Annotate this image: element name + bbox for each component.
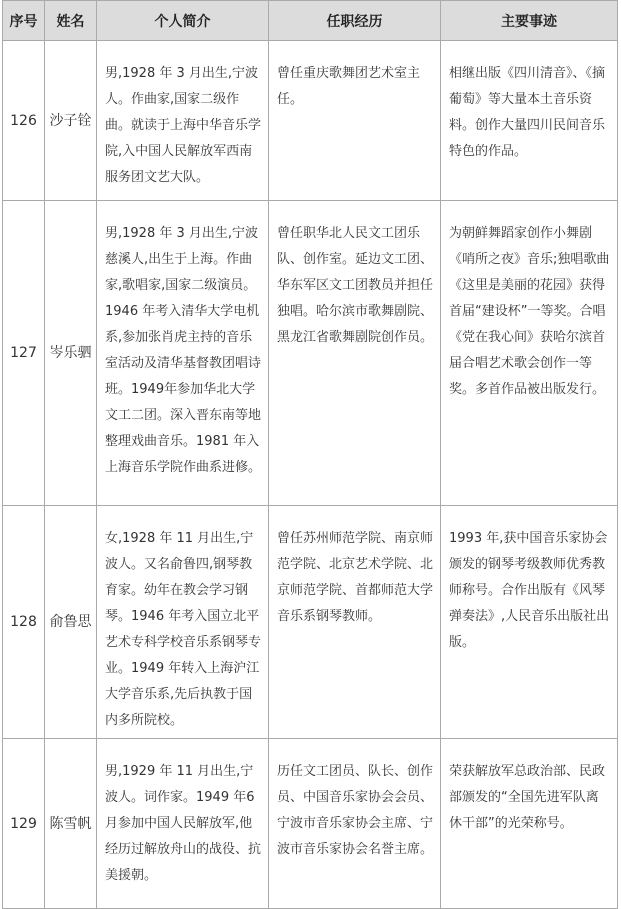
row-deeds: 荣获解放军总政治部、民政部颁发的“全国先进军队离休干部”的光荣称号。 [441,739,618,909]
row-name: 俞鲁思 [45,506,97,739]
row-deeds: 1993 年,获中国音乐家协会颁发的钢琴考级教师优秀教师称号。合作出版有《风琴弹奏法》,人民音乐出版社出版。 [441,506,618,739]
row-bio: 男,1928 年 3 月出生,宁波人。作曲家,国家二级作曲。就读于上海中华音乐学院,入中国人民解放军西南服务团文艺大队。 [97,41,269,201]
header-number: 序号 [3,1,45,41]
row-name: 沙子铨 [45,41,97,201]
table-row [3,739,618,909]
header-name: 姓名 [45,1,97,41]
row-number: 128 [3,506,45,739]
row-number: 129 [3,739,45,909]
header-career: 任职经历 [269,1,441,41]
personnel-table [2,0,618,909]
header-row [3,1,618,41]
row-name: 岑乐驷 [45,201,97,506]
row-name: 陈雪帆 [45,739,97,909]
row-bio: 女,1928 年 11 月出生,宁波人。又名俞鲁四,钢琴教育家。幼年在教会学习钢琴。1946 年考入国立北平艺术专科学校音乐系钢琴专业。1949 年转入上海沪江大学音乐系,先后执教于国内多所院校。 [97,506,269,739]
row-bio: 男,1928 年 3 月出生,宁波慈溪人,出生于上海。作曲家,歌唱家,国家二级演员。1946 年考入清华大学电机系,参加张肖虎主持的音乐室活动及清华基督教团唱诗班。1949年参加华北大学文工二团。深入晋东南等地整理戏曲音乐。1981 年入上海音乐学院作曲系进修。 [97,201,269,506]
row-deeds: 相继出版《四川清音》、《摘葡萄》等大量本土音乐资料。创作大量四川民间音乐特色的作品。 [441,41,618,201]
row-number: 126 [3,41,45,201]
row-bio: 男,1929 年 11 月出生,宁波人。词作家。1949 年6 月参加中国人民解放军,他经历过解放舟山的战役、抗美援朝。 [97,739,269,909]
row-number: 127 [3,201,45,506]
header-deeds: 主要事迹 [441,1,618,41]
row-career: 曾任重庆歌舞团艺术室主任。 [269,41,441,201]
row-deeds: 为朝鲜舞蹈家创作小舞剧《哨所之夜》音乐;独唱歌曲《这里是美丽的花园》获得首届“建设杯”一等奖。合唱《党在我心间》获哈尔滨首届合唱艺术歌会创作一等奖。多首作品被出版发行。 [441,201,618,506]
row-career: 曾任苏州师范学院、南京师范学院、北京艺术学院、北京师范学院、首都师范大学音乐系钢琴教师。 [269,506,441,739]
row-career: 曾任职华北人民文工团乐队、创作室。延边文工团、华东军区文工团教员并担任独唱。哈尔滨市歌舞剧院、黑龙江省歌舞剧院创作员。 [269,201,441,506]
table-row [3,506,618,739]
table-row [3,201,618,506]
header-bio: 个人简介 [97,1,269,41]
row-career: 历任文工团员、队长、创作员、中国音乐家协会会员、宁波市音乐家协会主席、宁波市音乐家协会名誉主席。 [269,739,441,909]
table-row [3,41,618,201]
